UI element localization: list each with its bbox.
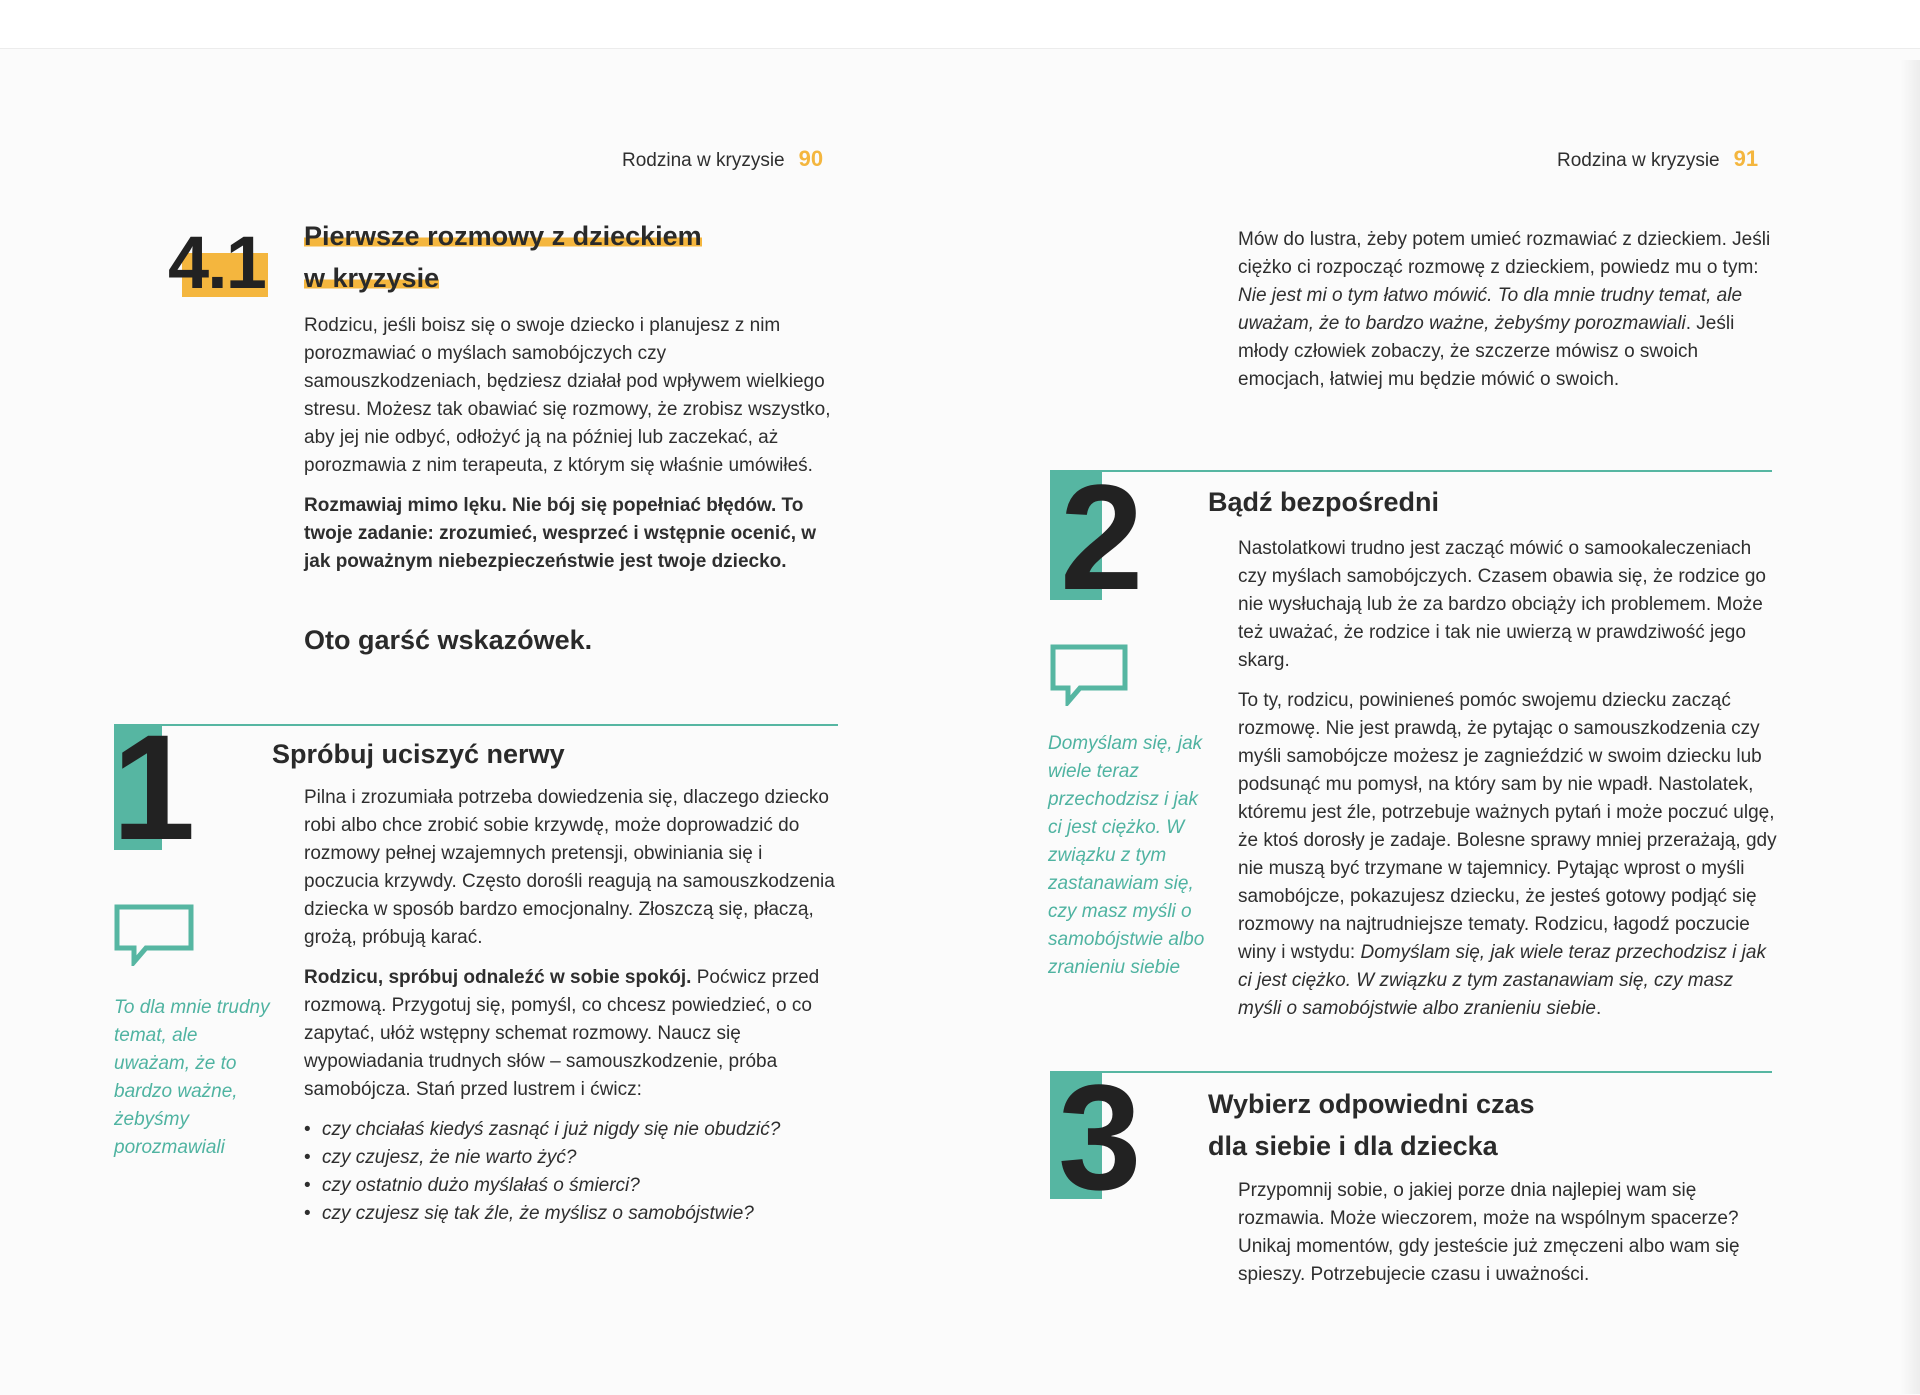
- list-item: • czy chciałaś kiedyś zasnąć i już nigdy się nie obudzić?: [322, 1116, 840, 1144]
- step2-quote: Domyślam się, jak wiele teraz przechodzisz i jak ci jest ciężko. W związku z tym zastanawiam się, czy masz myśli o samobójstwie albo zranieniu siebie: [1048, 733, 1205, 978]
- list-item: • czy czujesz, że nie warto żyć?: [322, 1144, 840, 1172]
- left-page-number: 90: [798, 146, 824, 171]
- continuation-b: . Jeśli młody człowiek zobaczy, że szczerze mówisz o swoich emocjach, łatwiej mu będzie mówić o swoich.: [1238, 313, 1735, 390]
- left-running-title: Rodzina w kryzysie: [622, 150, 785, 171]
- step2-paragraph1: Nastolatkowi trudno jest zacząć mówić o samookaleczeniach czy myślach samobójczych. Czasem obawia się, że rodzice go nie wysłuchają lub że za bardzo obciąży ich problemem. Może też uważać, że rodzice i tak nie uwierzą w prawdziwość jego skarg.: [1238, 538, 1766, 671]
- step1-body: [304, 784, 840, 1228]
- speech-bubble-icon: [114, 904, 194, 971]
- step3-title-line2: dla siebie i dla dziecka: [1208, 1131, 1498, 1161]
- step1-question-list: [304, 1116, 840, 1228]
- step2-paragraph2: [1238, 687, 1778, 1023]
- chapter-number: 4.1: [168, 221, 265, 304]
- intro-bold-paragraph: Rozmawiaj mimo lęku. Nie bój się popełniać błędów. To twoje zadanie: zrozumieć, wesprzeć i wstępnie ocenić, w jak poważnym niebezpieczeństwie jest twoje dziecko.: [304, 495, 817, 572]
- step1-paragraph2-rest: Poćwicz przed rozmową. Przygotuj się, pomyśl, co chcesz powiedzieć, o co zapytać, ułóż wstępny schemat rozmowy. Naucz się wypowiadania trudnych słów – samouszkodzenie, próba samobójcza. Stań przed lustrem i ćwicz:: [304, 967, 820, 1100]
- continuation-paragraph: [1238, 226, 1778, 394]
- step1-paragraph2-bold: Rodzicu, spróbuj odnaleźć w sobie spokój.: [304, 967, 692, 988]
- step1-paragraph2: [304, 964, 840, 1104]
- right-running-header: [1557, 146, 1758, 172]
- step3-title-line1: Wybierz odpowiedni czas: [1208, 1089, 1535, 1119]
- page-edge-shadow: [1900, 60, 1920, 1394]
- step2-paragraph2-text: To ty, rodzicu, powinieneś pomóc swojemu dziecku zacząć rozmowę. Nie jest prawdą, że pytając o samouszkodzenia czy myśli samobójcze możesz je zagnieździć w swoim dziecku lub podsunąć mu pomysł, na który sam by nie wpadł. Nastolatek, któremu jest źle, potrzebuje ważnych pytań i może poczuć ulgę, że ktoś dorosły je zadaje. Bolesne sprawy mniej przerażają, gdy nie muszą być trzymane w tajemnicy. Pytając wprost o myśli samobójcze, pokazujesz dziecku, że jesteś gotowy podjąć się rozmowy na najtrudniejsze tematy. Rodzicu, łagodź poczucie winy i wstydu:: [1238, 690, 1777, 963]
- step3-title: [1208, 1083, 1768, 1167]
- continuation-a: Mów do lustra, żeby potem umieć rozmawiać z dzieckiem. Jeśli ciężko ci rozpocząć rozmowę z dzieckiem, powiedz mu o tym:: [1238, 229, 1771, 278]
- list-item: • czy czujesz się tak źle, że myślisz o samobójstwie?: [322, 1200, 840, 1228]
- step2-rule: [1050, 470, 1772, 472]
- step3-rule: [1050, 1071, 1772, 1073]
- step2-paragraph2-quote: Domyślam się, jak wiele teraz przechodzisz i jak ci jest ciężko. W związku z tym zastanawiam się, czy masz myśli o samobójstwie albo zranieniu siebie: [1238, 942, 1766, 1019]
- speech-bubble-icon: [1050, 644, 1128, 711]
- continuation-text: [1238, 226, 1778, 406]
- step1-paragraph1: Pilna i zrozumiała potrzeba dowiedzenia się, dlaczego dziecko robi albo chce zrobić sobie krzywdę, może doprowadzić do rozmowy pełnej wzajemnych pretensji, obwiniania się i poczucia krzywdy. Często dorośli reagują na samouszkodzenia dziecka w sposób bardzo emocjonalny. Złoszczą się, płaczą, grożą, próbują karać.: [304, 787, 835, 948]
- intro-paragraph: Rodzicu, jeśli boisz się o swoje dziecko i planujesz z nim porozmawiać o myślach samobójczych czy samouszkodzeniach, będziesz działał pod wpływem wielkiego stresu. Możesz tak obawiać się rozmowy, że zrobisz wszystko, aby jej nie odbyć, odłożyć ją na później lub zaczekać, aż porozmawia z nim terapeuta, z którym się właśnie umówiłeś.: [304, 315, 831, 476]
- step2-number: 2: [1060, 453, 1144, 621]
- step3-paragraph1: Przypomnij sobie, o jakiej porze dnia najlepiej wam się rozmawia. Może wieczorem, może na wspólnym spacerze? Unikaj momentów, gdy jesteście już zmęczeni albo wam się spieszy. Potrzebujecie czasu i uważności.: [1238, 1180, 1740, 1285]
- step2-paragraph2-end: .: [1596, 998, 1602, 1019]
- step1-title: Spróbuj uciszyć nerwy: [272, 739, 565, 769]
- continuation-quote: Nie jest mi o tym łatwo mówić. To dla mnie trudny temat, ale uważam, że to bardzo ważne, żebyśmy porozmawiali: [1238, 285, 1743, 334]
- step2-title: Bądź bezpośredni: [1208, 487, 1440, 517]
- tips-heading: Oto garść wskazówek.: [304, 625, 593, 655]
- step1-quote: To dla mnie trudny temat, ale uważam, że to bardzo ważne, żebyśmy porozmawiali: [114, 997, 270, 1158]
- left-running-header: [622, 146, 823, 172]
- chapter-intro: [304, 312, 840, 588]
- step3-body: [1238, 1177, 1778, 1301]
- chapter-title: [304, 215, 864, 299]
- step3-number: 3: [1058, 1053, 1142, 1221]
- list-item: • czy ostatnio dużo myślałaś o śmierci?: [322, 1172, 840, 1200]
- step1-number: 1: [112, 703, 196, 871]
- chapter-title-line2: w kryzysie: [304, 263, 440, 293]
- right-running-title: Rodzina w kryzysie: [1557, 150, 1720, 171]
- chapter-title-line1: Pierwsze rozmowy z dzieckiem: [304, 221, 702, 251]
- step2-body: [1238, 535, 1778, 1035]
- right-page-number: 91: [1733, 146, 1759, 171]
- step1-rule: [114, 724, 838, 726]
